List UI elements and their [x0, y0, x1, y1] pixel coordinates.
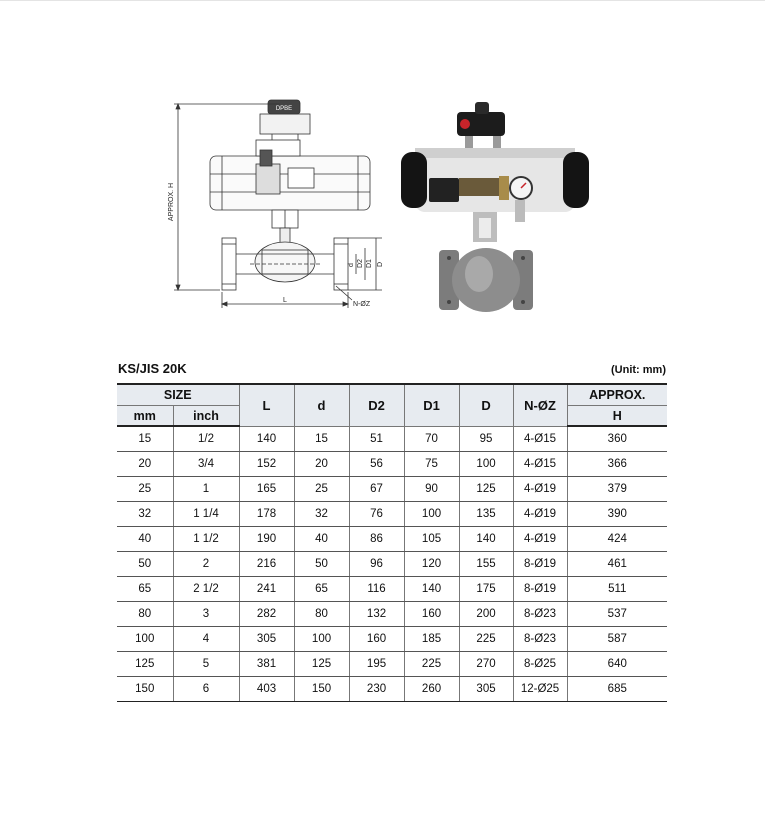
cell-h: 366	[567, 452, 667, 477]
cell-d: 125	[459, 477, 513, 502]
cell-d: 80	[294, 602, 349, 627]
cell-nz: 8-Ø23	[513, 627, 567, 652]
table-row	[117, 677, 667, 702]
cell-nz: 8-Ø23	[513, 602, 567, 627]
cell-d: 100	[459, 452, 513, 477]
cell-h: 685	[567, 677, 667, 702]
top-border-line	[0, 0, 765, 1]
cell-inch: 1 1/4	[173, 502, 239, 527]
header-h: H	[567, 406, 667, 427]
cell-h: 640	[567, 652, 667, 677]
cell-mm: 15	[117, 426, 173, 452]
header-d2: D2	[349, 384, 404, 426]
cell-inch: 5	[173, 652, 239, 677]
cell-d2: 86	[349, 527, 404, 552]
cell-d: 200	[459, 602, 513, 627]
cell-mm: 80	[117, 602, 173, 627]
cell-d1: 90	[404, 477, 459, 502]
cell-d: 135	[459, 502, 513, 527]
cell-l: 178	[239, 502, 294, 527]
cell-d: 15	[294, 426, 349, 452]
cell-l: 241	[239, 577, 294, 602]
limit-switch-badge: DPBE	[275, 106, 293, 112]
header-d-small: d	[294, 384, 349, 426]
cell-inch: 1	[173, 477, 239, 502]
table-row	[117, 627, 667, 652]
cell-l: 305	[239, 627, 294, 652]
cell-h: 379	[567, 477, 667, 502]
cell-nz: 8-Ø19	[513, 552, 567, 577]
cell-d1: 100	[404, 502, 459, 527]
cell-d: 20	[294, 452, 349, 477]
cell-d: 175	[459, 577, 513, 602]
table-row	[117, 477, 667, 502]
cell-mm: 40	[117, 527, 173, 552]
cell-h: 537	[567, 602, 667, 627]
dim-nz-label: N-ØZ	[353, 301, 371, 308]
cell-mm: 25	[117, 477, 173, 502]
photo-svg	[395, 98, 595, 314]
table-body	[117, 426, 667, 702]
cell-d1: 70	[404, 426, 459, 452]
cell-h: 587	[567, 627, 667, 652]
cell-d1: 120	[404, 552, 459, 577]
cell-inch: 3	[173, 602, 239, 627]
cell-h: 390	[567, 502, 667, 527]
cell-inch: 2 1/2	[173, 577, 239, 602]
drawing-svg	[160, 92, 385, 314]
standard-title: KS/JIS 20K	[118, 361, 187, 376]
cell-d1: 75	[404, 452, 459, 477]
cell-d2: 195	[349, 652, 404, 677]
cell-d: 140	[459, 527, 513, 552]
cell-d1: 105	[404, 527, 459, 552]
cell-l: 140	[239, 426, 294, 452]
cell-inch: 1 1/2	[173, 527, 239, 552]
cell-mm: 20	[117, 452, 173, 477]
cell-d1: 225	[404, 652, 459, 677]
dimension-table	[117, 383, 667, 702]
cell-d2: 76	[349, 502, 404, 527]
cell-l: 152	[239, 452, 294, 477]
cell-inch: 2	[173, 552, 239, 577]
cell-d2: 96	[349, 552, 404, 577]
cell-h: 511	[567, 577, 667, 602]
header-mm: mm	[117, 406, 173, 427]
cell-l: 165	[239, 477, 294, 502]
cell-d: 32	[294, 502, 349, 527]
cell-mm: 32	[117, 502, 173, 527]
cell-d2: 132	[349, 602, 404, 627]
cell-l: 381	[239, 652, 294, 677]
header-row-top	[117, 384, 667, 406]
dim-d-label: d	[348, 263, 355, 267]
cell-l: 282	[239, 602, 294, 627]
cell-nz: 12-Ø25	[513, 677, 567, 702]
header-d1: D1	[404, 384, 459, 426]
cell-inch: 3/4	[173, 452, 239, 477]
cell-d2: 160	[349, 627, 404, 652]
cell-mm: 150	[117, 677, 173, 702]
header-d-large: D	[459, 384, 513, 426]
cell-d2: 56	[349, 452, 404, 477]
table-row	[117, 577, 667, 602]
cell-h: 424	[567, 527, 667, 552]
header-l: L	[239, 384, 294, 426]
dim-d2-label: D2	[357, 259, 364, 268]
cell-inch: 6	[173, 677, 239, 702]
cell-d: 270	[459, 652, 513, 677]
cell-d1: 260	[404, 677, 459, 702]
cell-l: 190	[239, 527, 294, 552]
cell-d: 25	[294, 477, 349, 502]
table-row	[117, 426, 667, 452]
valve-product-photo	[395, 98, 595, 314]
cell-d: 95	[459, 426, 513, 452]
table-row	[117, 527, 667, 552]
cell-d2: 51	[349, 426, 404, 452]
cell-nz: 8-Ø25	[513, 652, 567, 677]
cell-h: 461	[567, 552, 667, 577]
cell-nz: 4-Ø15	[513, 452, 567, 477]
cell-mm: 65	[117, 577, 173, 602]
cell-d: 305	[459, 677, 513, 702]
cell-d2: 67	[349, 477, 404, 502]
cell-l: 403	[239, 677, 294, 702]
table-row	[117, 452, 667, 477]
header-size: SIZE	[117, 384, 239, 406]
cell-d: 125	[294, 652, 349, 677]
cell-d: 155	[459, 552, 513, 577]
header-nz: N-ØZ	[513, 384, 567, 426]
header-approx: APPROX.	[567, 384, 667, 406]
cell-mm: 50	[117, 552, 173, 577]
cell-mm: 125	[117, 652, 173, 677]
cell-l: 216	[239, 552, 294, 577]
cell-d1: 185	[404, 627, 459, 652]
valve-dimension-drawing	[160, 92, 385, 314]
cell-inch: 1/2	[173, 426, 239, 452]
cell-d: 65	[294, 577, 349, 602]
cell-d: 150	[294, 677, 349, 702]
cell-d1: 140	[404, 577, 459, 602]
cell-d: 50	[294, 552, 349, 577]
cell-d: 100	[294, 627, 349, 652]
cell-nz: 4-Ø19	[513, 477, 567, 502]
unit-note: (Unit: mm)	[611, 364, 666, 376]
cell-h: 360	[567, 426, 667, 452]
cell-inch: 4	[173, 627, 239, 652]
dim-d1-label: D1	[366, 259, 373, 268]
approx-h-label: APPROX. H	[168, 182, 175, 222]
cell-mm: 100	[117, 627, 173, 652]
cell-nz: 4-Ø19	[513, 502, 567, 527]
cell-d1: 160	[404, 602, 459, 627]
cell-d: 225	[459, 627, 513, 652]
dim-l-label: L	[283, 297, 287, 304]
table-row	[117, 602, 667, 627]
cell-d: 40	[294, 527, 349, 552]
cell-nz: 4-Ø19	[513, 527, 567, 552]
header-inch: inch	[173, 406, 239, 427]
dim-D-label: D	[377, 261, 384, 267]
cell-d2: 116	[349, 577, 404, 602]
cell-nz: 8-Ø19	[513, 577, 567, 602]
cell-nz: 4-Ø15	[513, 426, 567, 452]
table-row	[117, 502, 667, 527]
table-row	[117, 552, 667, 577]
table-row	[117, 652, 667, 677]
cell-d2: 230	[349, 677, 404, 702]
